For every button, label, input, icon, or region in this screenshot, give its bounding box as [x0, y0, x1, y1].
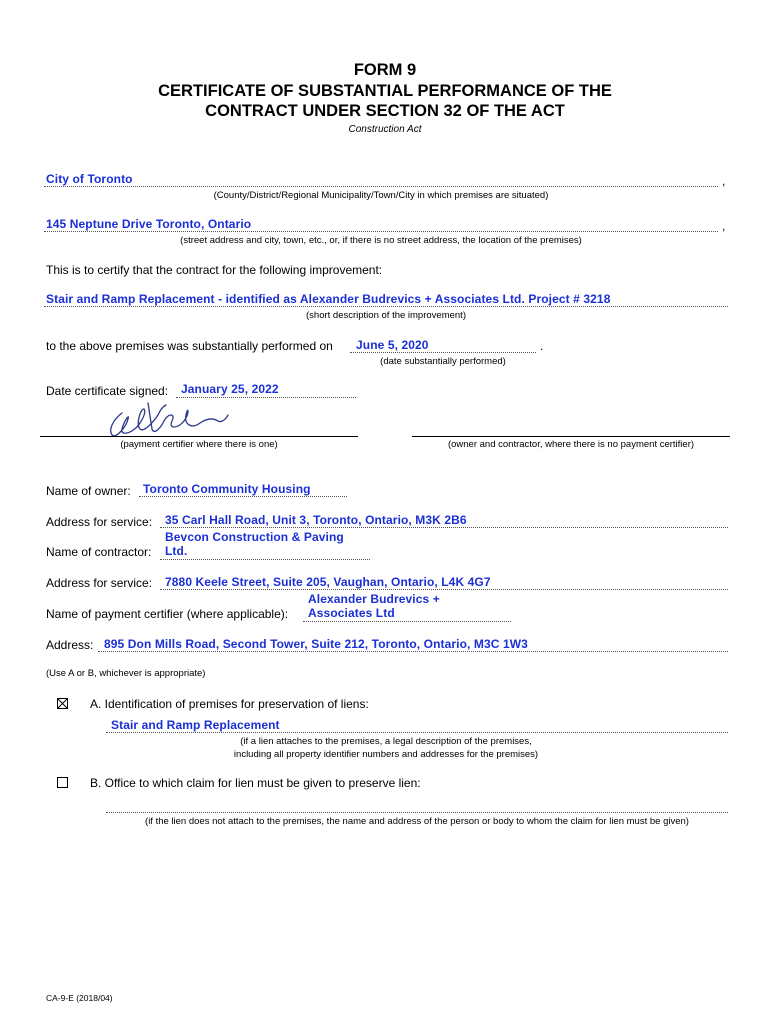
certifier-label: Name of payment certifier (where applicable):: [46, 607, 289, 621]
certify-statement: This is to certify that the contract for the following improvement:: [46, 263, 383, 277]
municipality-comma: ,: [722, 174, 726, 188]
contractor-label: Name of contractor:: [46, 545, 152, 559]
performed-date-line: [350, 352, 536, 353]
owner-contractor-caption: (owner and contractor, where there is no payment certifier): [447, 439, 695, 450]
performed-date-field[interactable]: June 5, 2020: [356, 338, 429, 352]
owner-line: [139, 496, 347, 497]
municipality-field[interactable]: City of Toronto: [46, 172, 133, 186]
option-b-checkbox[interactable]: [57, 777, 68, 788]
contractor-field-line1[interactable]: Bevcon Construction & Paving: [165, 530, 344, 544]
option-a-checkbox[interactable]: [57, 698, 68, 709]
use-a-or-b-note: (Use A or B, whichever is appropriate): [46, 668, 206, 679]
contractor-service-field[interactable]: 7880 Keele Street, Suite 205, Vaughan, Ontario, L4K 4G7: [165, 575, 491, 589]
contractor-service-label: Address for service:: [46, 576, 153, 590]
premises-address-comma: ,: [722, 219, 726, 233]
owner-service-line: [160, 527, 728, 528]
date-signed-line: [176, 397, 356, 398]
option-b-line[interactable]: [106, 812, 728, 813]
owner-field[interactable]: Toronto Community Housing: [143, 482, 311, 496]
contractor-field-line2[interactable]: Ltd.: [165, 544, 188, 558]
payment-certifier-signature-line: [40, 436, 358, 437]
option-a-caption-line2: including all property identifier numbers and addresses for the premises): [233, 749, 539, 760]
form-title-line2: CONTRACT UNDER SECTION 32 OF THE ACT: [205, 102, 565, 120]
option-a-field[interactable]: Stair and Ramp Replacement: [111, 718, 280, 732]
option-b-caption: (if the lien does not attach to the premises, the name and address of the person or body to whom the claim for lien must be given): [145, 816, 689, 827]
premises-address-line: [44, 231, 718, 232]
option-a-caption-line1: (if a lien attaches to the premises, a legal description of the premises,: [240, 736, 532, 747]
certifier-address-line: [98, 651, 728, 652]
certifier-field-line2[interactable]: Associates Ltd: [308, 606, 395, 620]
performed-label: to the above premises was substantially performed on: [46, 339, 333, 353]
date-signed-field[interactable]: January 25, 2022: [181, 382, 279, 396]
certifier-address-label: Address:: [46, 638, 94, 652]
form-title-line1: CERTIFICATE OF SUBSTANTIAL PERFORMANCE OF THE: [158, 82, 612, 100]
form-code: CA-9-E (2018/04): [46, 993, 113, 1003]
improvement-field[interactable]: Stair and Ramp Replacement - identified as Alexander Budrevics + Associates Ltd. Project # 3218: [46, 292, 611, 306]
owner-label: Name of owner:: [46, 484, 131, 498]
date-signed-label: Date certificate signed:: [46, 384, 169, 398]
option-b-label: B. Office to which claim for lien must be given to preserve lien:: [90, 776, 421, 790]
improvement-line: [44, 306, 728, 307]
payment-certifier-caption: (payment certifier where there is one): [120, 439, 278, 450]
certifier-address-field[interactable]: 895 Don Mills Road, Second Tower, Suite 212, Toronto, Ontario, M3C 1W3: [104, 637, 528, 651]
act-name: Construction Act: [348, 124, 422, 135]
owner-contractor-signature-line: [412, 436, 730, 437]
owner-service-field[interactable]: 35 Carl Hall Road, Unit 3, Toronto, Ontario, M3K 2B6: [165, 513, 467, 527]
owner-service-label: Address for service:: [46, 515, 153, 529]
certifier-field-line1[interactable]: Alexander Budrevics +: [308, 592, 440, 606]
municipality-line: [44, 186, 718, 187]
performed-period: .: [540, 339, 544, 353]
certifier-line: [303, 621, 511, 622]
premises-address-field[interactable]: 145 Neptune Drive Toronto, Ontario: [46, 217, 252, 231]
premises-address-caption: (street address and city, town, etc., or, if there is no street address, the location of the premises): [180, 235, 582, 246]
checked-x-icon: [58, 699, 67, 708]
contractor-service-line: [160, 589, 728, 590]
performed-date-caption: (date substantially performed): [380, 356, 506, 367]
improvement-caption: (short description of the improvement): [306, 310, 466, 321]
municipality-caption: (County/District/Regional Municipality/Town/City in which premises are situated): [213, 190, 549, 201]
option-a-label: A. Identification of premises for preservation of liens:: [90, 697, 369, 711]
contractor-line: [160, 559, 370, 560]
option-a-line: [106, 732, 728, 733]
form-number: FORM 9: [353, 61, 417, 79]
